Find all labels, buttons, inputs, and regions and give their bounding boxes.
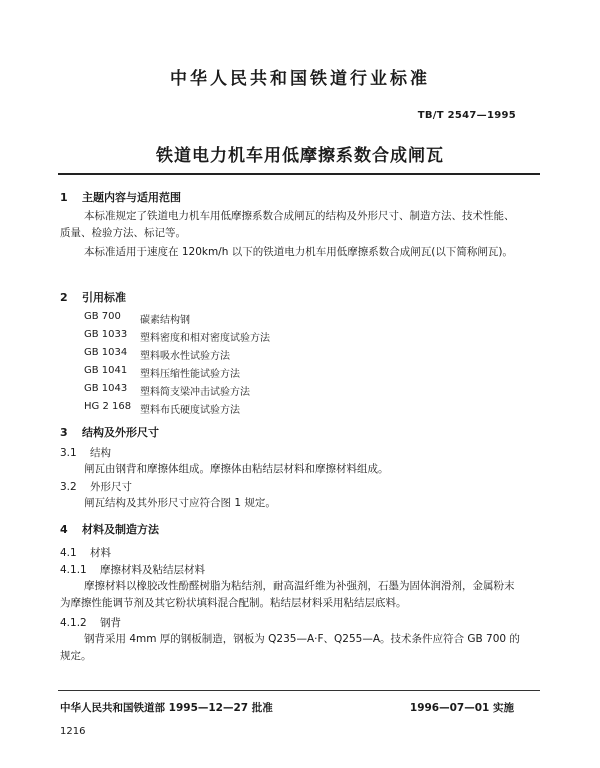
section-4-heading <box>60 521 159 537</box>
subsection-title: 外形尺寸 <box>90 481 132 493</box>
subsection-4-1-2-heading <box>60 615 121 630</box>
reference-code: GB 1043 <box>84 383 128 394</box>
subsection-number: 3.2 <box>60 481 77 493</box>
subsection-title: 结构 <box>90 447 111 459</box>
subsection-4-1-1-heading <box>60 562 205 577</box>
reference-code: HG 2 168 <box>84 401 132 412</box>
reference-title: 塑料布氏硬度试验方法 <box>140 405 240 416</box>
subsection-title: 钢背 <box>100 617 121 629</box>
section-number: 2 <box>60 291 68 304</box>
reference-code: GB 700 <box>84 311 121 322</box>
section-title: 材料及制造方法 <box>82 523 159 536</box>
subsection-3-2-heading <box>60 479 132 494</box>
approval-line: 中华人民共和国铁道部 1995—12—27 批准 <box>60 702 273 714</box>
reference-title: 塑料简支梁冲击试验方法 <box>140 387 250 398</box>
section-1-heading <box>60 189 181 205</box>
reference-title: 塑料密度和相对密度试验方法 <box>140 333 270 344</box>
standard-number: TB/T 2547—1995 <box>417 110 516 121</box>
subsection-number: 4.1 <box>60 547 77 559</box>
subsection-3-1-heading <box>60 445 111 460</box>
page-number: 1216 <box>60 726 86 737</box>
document-title: 铁道电力机车用低摩擦系数合成闸瓦 <box>156 146 444 166</box>
section-1-paragraph-1: 本标准规定了铁道电力机车用低摩擦系数合成闸瓦的结构及外形尺寸、制造方法、技术性能、质量、检验方法、标记等。 <box>60 210 515 239</box>
section-number: 1 <box>60 191 68 204</box>
section-number: 3 <box>60 426 68 439</box>
section-title: 结构及外形尺寸 <box>82 426 159 439</box>
subsection-number: 3.1 <box>60 447 77 459</box>
subsection-4-1-1-text: 摩擦材料以橡胶改性酚醛树脂为粘结剂，耐高温纤维为补强剂，石墨为固体润滑剂，金属粉末为摩擦性能调节剂及其它粉状填料混合配制。粘结层材料采用粘结层底料。 <box>60 580 515 609</box>
section-3-heading <box>60 424 159 440</box>
section-number: 4 <box>60 523 68 536</box>
reference-code: GB 1033 <box>84 329 128 340</box>
implementation-date: 1996—07—01 实施 <box>409 702 514 714</box>
reference-title: 塑料压缩性能试验方法 <box>140 369 240 380</box>
subsection-number: 4.1.2 <box>60 617 87 629</box>
footer-divider <box>58 690 540 691</box>
subsection-3-1-text: 闸瓦由钢背和摩擦体组成。摩擦体由粘结层材料和摩擦材料组成。 <box>84 463 389 475</box>
subsection-number: 4.1.1 <box>60 564 87 576</box>
standard-category-heading: 中华人民共和国铁道行业标准 <box>170 69 430 89</box>
subsection-title: 材料 <box>90 547 111 559</box>
reference-title: 碳素结构钢 <box>140 315 190 326</box>
subsection-4-1-heading <box>60 545 111 560</box>
section-2-heading <box>60 289 126 305</box>
reference-code: GB 1034 <box>84 347 128 358</box>
subsection-title: 摩擦材料及粘结层材料 <box>100 564 205 576</box>
reference-title: 塑料吸水性试验方法 <box>140 351 230 362</box>
section-title: 主题内容与适用范围 <box>82 191 181 204</box>
subsection-4-1-2-text: 钢背采用 4mm 厚的钢板制造，钢板为 Q235—A·F、Q255—A。技术条件应符合 GB 700 的规定。 <box>60 633 520 662</box>
subsection-3-2-text: 闸瓦结构及其外形尺寸应符合图 1 规定。 <box>84 497 276 509</box>
section-1-paragraph-2: 本标准适用于速度在 120km/h 以下的铁道电力机车用低摩擦系数合成闸瓦(以下简称闸瓦)。 <box>84 246 513 258</box>
title-divider <box>58 173 540 175</box>
reference-code: GB 1041 <box>84 365 128 376</box>
section-title: 引用标准 <box>82 291 126 304</box>
